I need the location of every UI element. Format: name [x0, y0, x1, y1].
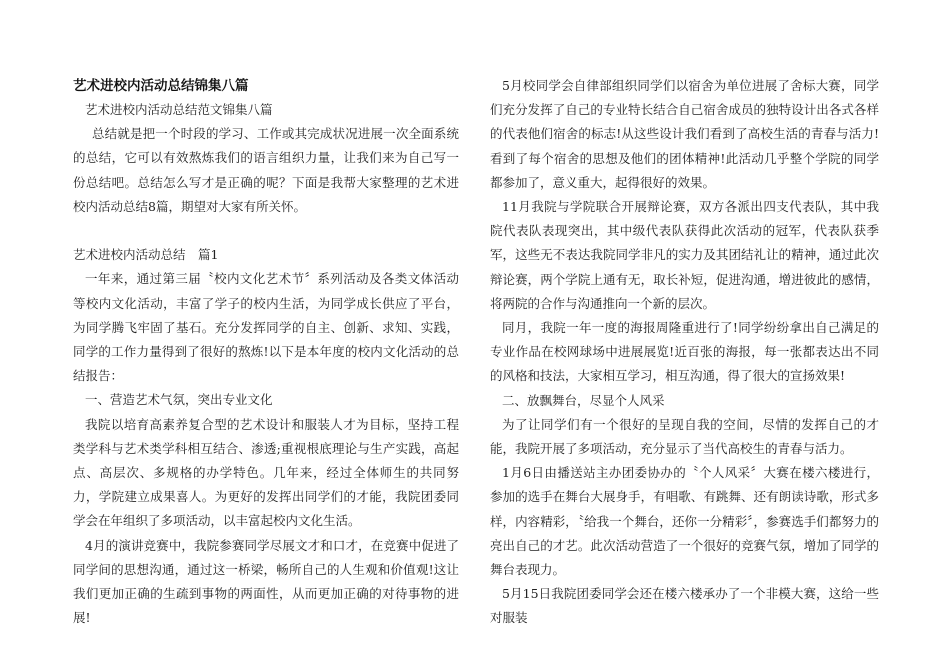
document-subtitle: 艺术进校内活动总结范文锦集八篇: [85, 102, 273, 117]
left-paragraph-2: 我院以培育高素养复合型的艺术设计和服装人才为目标，坚持工程类学科与艺术类学科相互结合、渗透;重视根底理论与生产实践，高起点、高层次、多规格的办学特色。几年来，经过全体师生的共同努力，学院建立成果喜人。为更好的发挥出同学们的才能，我院团委同学会在年组织了多项活动，以丰富起校内文化生活。: [73, 416, 459, 529]
right-paragraph-1: 5月校同学会自律部组织同学们以宿舍为单位进展了舍标大赛，同学们充分发挥了自己的专业特长结合自己宿舍成员的独特设计出各式各样的代表他们宿舍的标志!从这些设计我们看到了高校生活的青春与活力!看到了每个宿舍的思想及他们的团体精神!此活动几乎整个学院的同学都参加了，意义重大，起得很好的效果。: [490, 78, 879, 190]
right-paragraph-3: 同月，我院一年一度的海报周隆重进行了!同学纷纷拿出自己满足的专业作品在校网球场中进展展览!近百张的海报，每一张都表达出不同的风格和技法，大家相互学习，相互沟通，得了很大的宣扬效果!: [490, 320, 879, 384]
section-spacer: [73, 219, 459, 243]
left-column: [73, 74, 459, 630]
right-paragraph-4: 为了让同学们有一个很好的呈现自我的空间，尽情的发挥自己的才能，我院开展了多项活动，充分显示了当代高校生的青春与活力。: [490, 416, 879, 457]
left-paragraph-1: 一年来，通过第三届〝校内文化艺术节〞系列活动及各类文体活动等校内文化活动，丰富了学子的校内生活，为同学成长供应了平台，为同学腾飞牢固了基石。充分发挥同学的自主、创新、求知、实践，同学的工作力量得到了很好的熬炼!以下是本年度的校内文化活动的总结报告：: [73, 271, 459, 384]
left-heading-culture: 一、营造艺术气氛，突出专业文化: [85, 392, 273, 408]
right-paragraph-2: 11月我院与学院联合开展辩论赛，双方各派出四支代表队，其中我院代表队表现突出，其中级代表队获得此次活动的冠军，代表队获季军，这些无不表达我院同学非凡的实力及其团结礼让的精神，通过此次辩论赛，两个学院上通有无，取长补短，促进沟通，增进彼此的感情，将两院的合作与沟通推向一个新的层次。: [490, 199, 879, 311]
right-heading-stage: 二、放飘舞台，尽显个人风采: [502, 392, 665, 408]
intro-paragraph: 总结就是把一个时段的学习、工作或其完成状况进展一次全面系统的总结，它可以有效熬炼我们的语言组织力量，让我们来为自己写一份总结吧。总结怎么写才是正确的呢？下面是我帮大家整理的艺术进校内活动总结8篇，期望对大家有所关怀。: [73, 126, 459, 214]
right-column: [490, 74, 879, 631]
document-title: 艺术进校内活动总结锦集八篇: [73, 78, 249, 94]
left-paragraph-3: 4月的演讲竞赛中，我院参赛同学尽展文才和口才，在竞赛中促进了同学间的思想沟通，通过这一桥梁，畅所自己的人生观和价值观!这让我们更加正确的生疏到事物的两面性，从而更加正确的对待事物的进展!: [73, 537, 459, 626]
right-paragraph-6: 5月15日我院团委同学会还在楼六楼承办了一个非模大赛，这给一些对服装: [490, 586, 879, 626]
section-heading: 艺术进校内活动总结 篇1: [73, 247, 219, 263]
right-paragraph-5: 1月6日由播送站主办团委协办的〝个人风采〞大赛在楼六楼进行，参加的选手在舞台大展身手，有唱歌、有跳舞、还有朗读诗歌，形式多样，内容精彩，〝给我一个舞台，还你一分精彩〞，参赛选手们都努力的亮出自己的才艺。此次活动营造了一个很好的竞赛气氛，增加了同学的舞台表现力。: [490, 465, 879, 578]
